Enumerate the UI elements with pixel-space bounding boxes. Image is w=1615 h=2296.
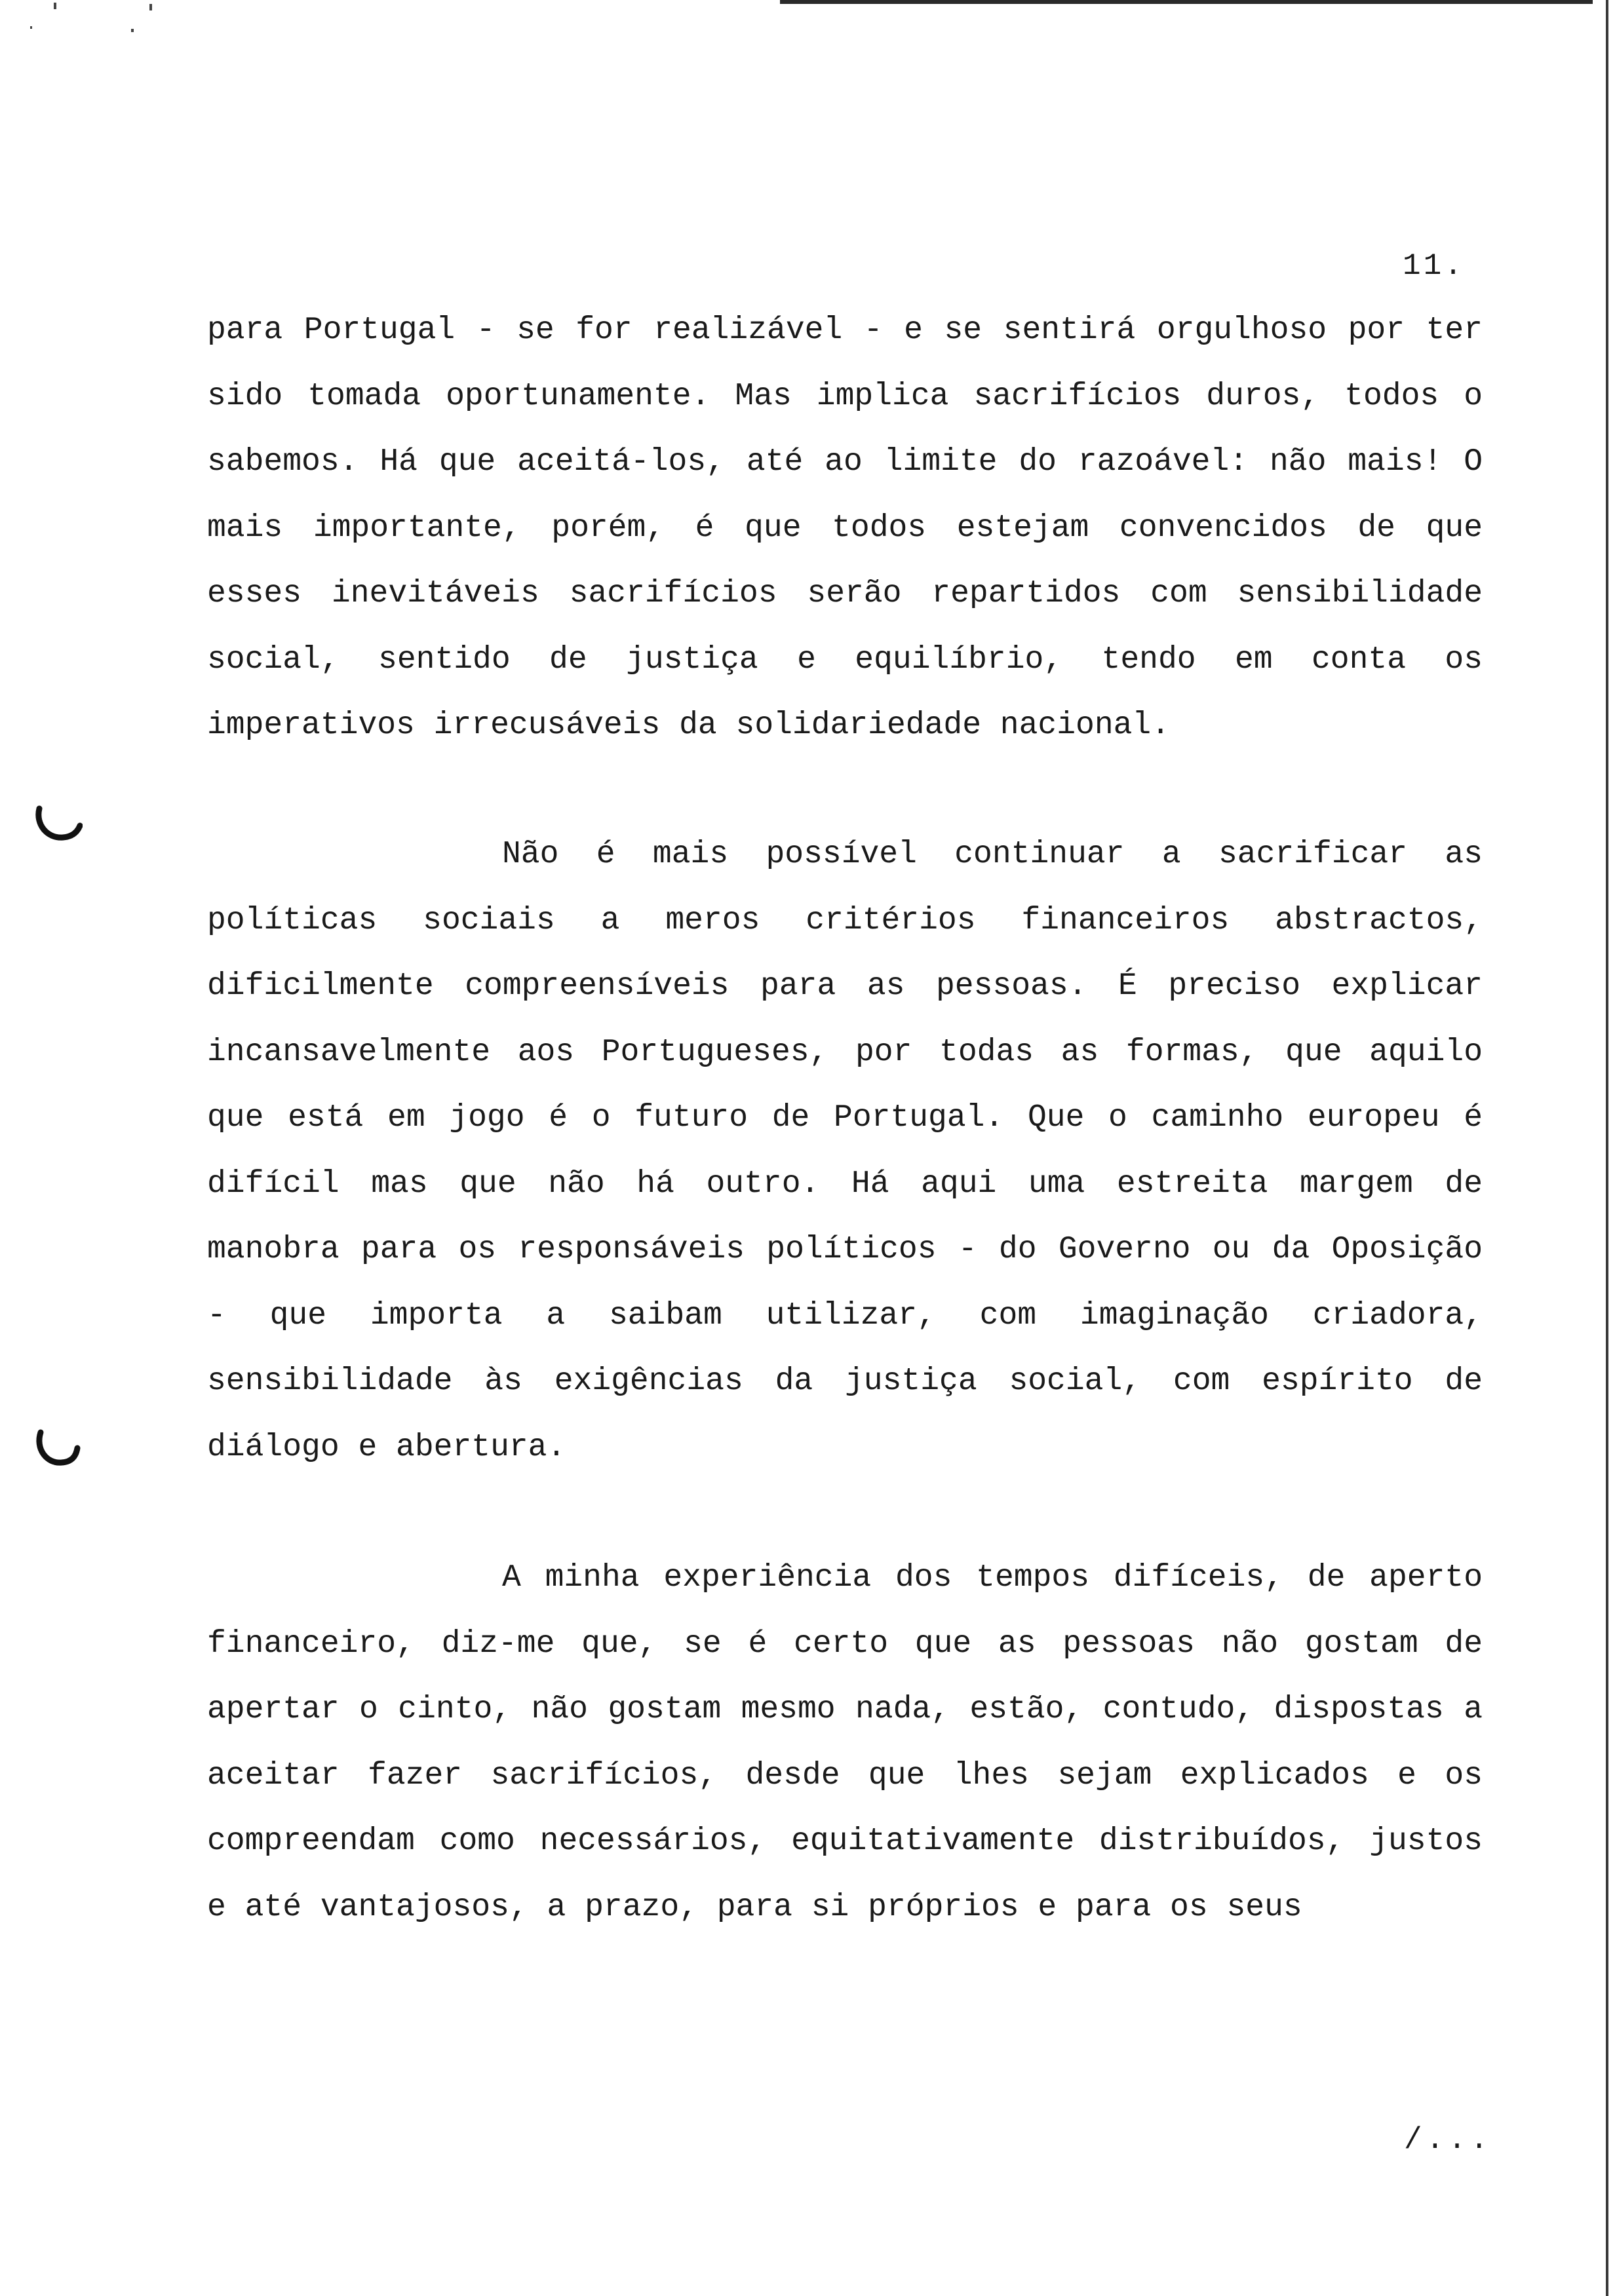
punch-hole-icon	[34, 805, 83, 844]
scan-speck	[54, 3, 56, 9]
top-edge-rule	[780, 0, 1593, 4]
page-number: 11.	[1403, 249, 1465, 283]
scan-speck	[30, 26, 32, 29]
continuation-mark: /...	[1404, 2123, 1492, 2157]
scan-speck	[131, 29, 134, 32]
right-edge-rule	[1606, 0, 1608, 2296]
paragraph-1: para Portugal - se for realizável - e se sentirá orgulhoso por ter sido tomada oportunamente. Mas implica sacrifícios duros, todos o sabemos. Há que aceitá-los, até ao limite do razoável: não mais! O mais importante, porém, é que todos estejam convencidos de que esses inevitáveis sacrifícios serão repartidos com sensibilidade social, sentido de justiça e equilíbrio, tendo em conta os imperativos irrecusáveis da solidariedade nacional.	[207, 313, 1483, 743]
scan-speck	[149, 4, 152, 10]
paragraph-2: Não é mais possível continuar a sacrificar as políticas sociais a meros critérios financeiros abstractos, dificilmente compreensíveis para as pessoas. É preciso explicar incansavelmente aos Portugueses, por todas as formas, que aquilo que está em jogo é o futuro de Portugal. Que o caminho europeu é difícil mas que não há outro. Há aqui uma estreita margem de manobra para os responsáveis políticos - do Governo ou da Oposição - que importa a saibam utilizar, com imaginação criadora, sensibilidade às exigências da justiça social, com espírito de diálogo e abertura.	[207, 837, 1483, 1465]
punch-hole-icon	[34, 1428, 83, 1468]
paragraph-3: A minha experiência dos tempos difíceis, de aperto financeiro, diz-me que, se é certo que as pessoas não gostam de apertar o cinto, não gostam mesmo nada, estão, contudo, dispostas a aceitar fazer sacrifícios, desde que lhes sejam explicados e os compreendam como necessários, equitativamente distribuídos, justos e até vantajosos, a prazo, para si próprios e para os seus	[207, 1560, 1483, 1925]
